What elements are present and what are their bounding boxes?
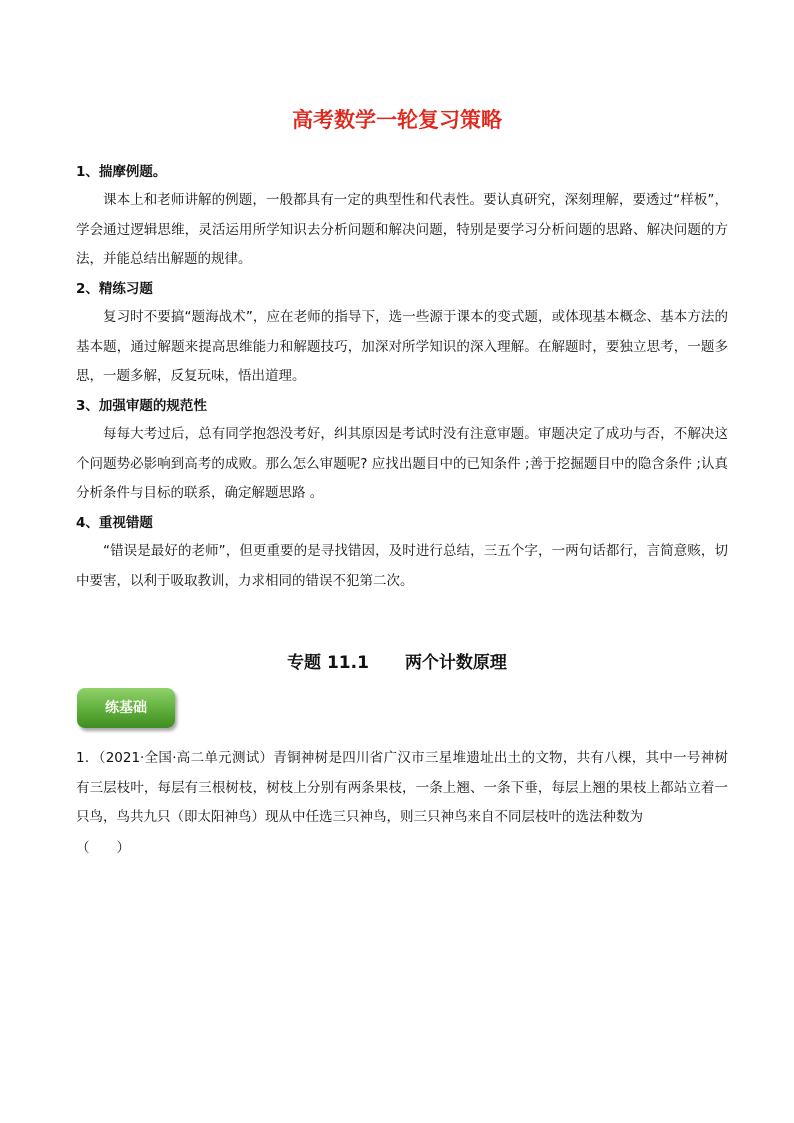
answer-blank: （ ）	[76, 840, 130, 856]
section-3	[76, 396, 728, 509]
section-body: “错误是最好的老师”，但更重要的是寻找错因，及时进行总结，三五个字，一两句话都行，言简意赅，切中要害，以利于吸取教训，力求相同的错误不犯第二次。	[76, 543, 728, 589]
section-4	[76, 513, 728, 596]
section-heading: 1、揣摩例题。	[76, 164, 167, 180]
section-body: 复习时不要搞“题海战术”，应在老师的指导下，选一些源于课本的变式题，或体现基本概念、基本方法的基本题，通过解题来提高思维能力和解题技巧，加深对所学知识的深入理解。在解题时，要独立思考，一题多思，一题多解，反复玩味，悟出道理。	[76, 309, 728, 384]
section-heading: 3、加强审题的规范性	[76, 398, 207, 414]
section-heading: 4、重视错题	[76, 515, 153, 531]
section-heading: 2、精练习题	[76, 281, 153, 297]
practice-basics-button[interactable]: 练基础	[77, 688, 175, 728]
question-1: 1．（2021·全国·高二单元测试）青铜神树是四川省广汉市三星堆遗址出土的文物，共有八棵，其中一号神树有三层枝叶，每层有三根树枝，树枝上分别有两条果枝，一条上翘、一条下垂，每层上翘的果枝上都站立着一只鸟，鸟共九只（即太阳神鸟）现从中任选三只神鸟，则三只神鸟来自不同层枝叶的选法种数为	[76, 750, 728, 825]
section-body: 每每大考过后，总有同学抱怨没考好，纠其原因是考试时没有注意审题。审题决定了成功与否，不解决这个问题势必影响到高考的成败。那么怎么审题呢? 应找出题目中的已知条件 ;善于挖掘题目中的隐含条件 ;认真分析条件与目标的联系，确定解题思路 。	[76, 426, 728, 501]
section-body: 课本上和老师讲解的例题，一般都具有一定的典型性和代表性。要认真研究，深刻理解，要透过“样板”，学会通过逻辑思维，灵活运用所学知识去分析问题和解决问题，特别是要学习分析问题的思路、解决问题的方法，并能总结出解题的规律。	[76, 192, 728, 267]
page-title: 高考数学一轮复习策略	[292, 108, 502, 132]
topic-title	[0, 648, 794, 673]
topic-label: 专题 11.1	[287, 653, 369, 673]
section-2	[76, 279, 728, 392]
topic-name: 两个计数原理	[404, 653, 507, 673]
section-1	[76, 162, 728, 275]
